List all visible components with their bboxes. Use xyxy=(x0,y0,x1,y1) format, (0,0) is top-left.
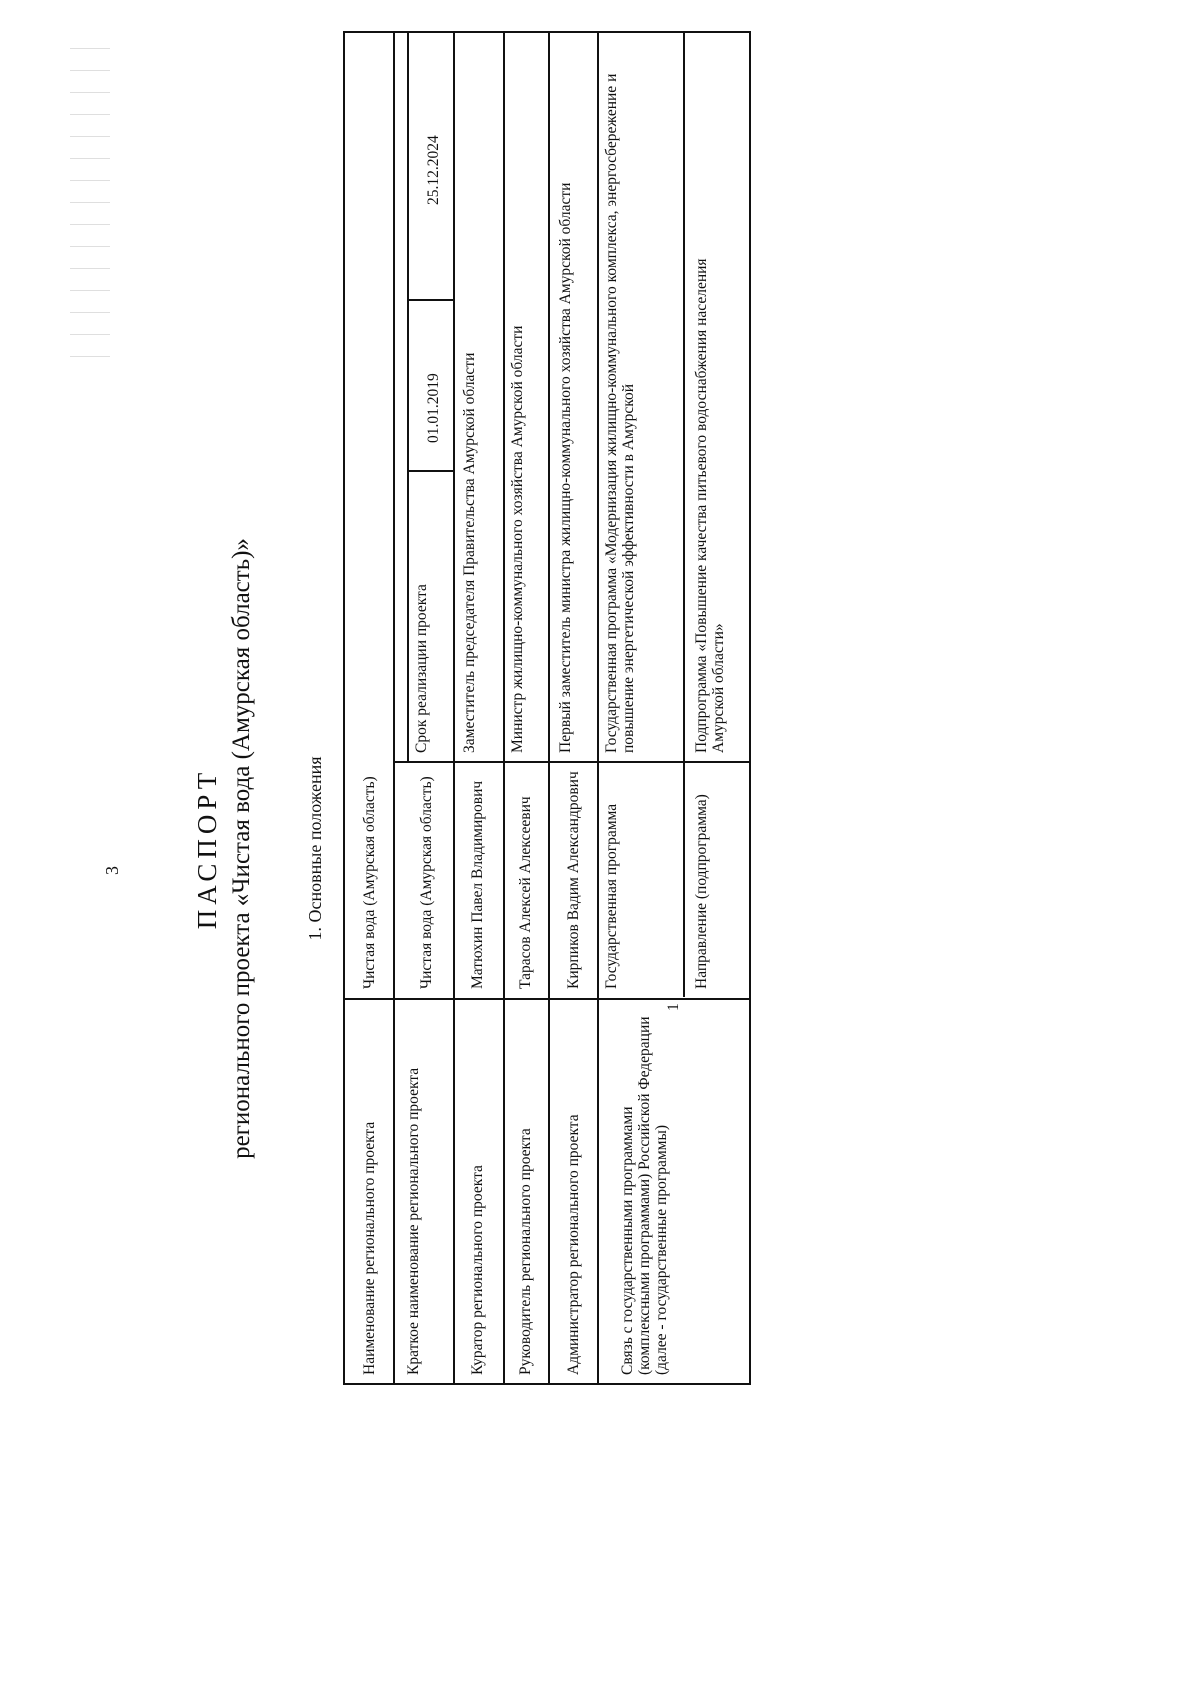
label-admin: Администратор регионального проекта xyxy=(565,1114,582,1375)
value-link-number: 1 xyxy=(665,1003,682,1011)
passport-table xyxy=(343,31,751,1385)
label-project-name: Наименование регионального проекта xyxy=(361,1121,378,1375)
label-link: Связь с государственными программами (комплексными программами) Российской Федерации (далее - государственные программы) xyxy=(619,1016,670,1375)
column-divider xyxy=(407,300,453,302)
row-divider xyxy=(393,33,395,1383)
label-state-program: Государственная программа xyxy=(603,803,620,989)
row-divider xyxy=(548,33,550,1383)
value-head-position: Министр жилищно-коммунального хозяйства Амурской области xyxy=(509,325,526,753)
label-short-name: Краткое наименование регионального проекта xyxy=(405,1067,422,1375)
document-subtitle: регионального проекта «Чистая вода (Амурская область)» xyxy=(228,538,255,1159)
label-head: Руководитель регионального проекта xyxy=(517,1128,534,1375)
row-divider xyxy=(453,33,455,1383)
label-curator: Куратор регионального проекта xyxy=(469,1165,486,1375)
page-number: 3 xyxy=(102,866,122,875)
label-period: Срок реализации проекта xyxy=(413,584,430,753)
document-title: ПАСПОРТ xyxy=(192,767,222,930)
value-admin-position: Первый заместитель министра жилищно-коммунального хозяйства Амурской области xyxy=(557,182,574,753)
column-divider xyxy=(393,762,749,764)
value-state-program: Государственная программа «Модернизация жилищно-коммунального комплекса, энергосбережение и повышение энергетической эффективности в Амурской xyxy=(603,73,637,753)
row-divider xyxy=(597,33,599,1383)
label-subprogram: Направление (подпрограмма) xyxy=(693,794,710,989)
value-admin-name: Кирпиков Вадим Александрович xyxy=(565,771,582,989)
value-curator-position: Заместитель председателя Правительства Амурской области xyxy=(461,352,478,753)
column-divider xyxy=(407,471,453,473)
section-title: 1. Основные положения xyxy=(305,756,325,941)
value-start-date: 01.01.2019 xyxy=(425,373,442,443)
value-project-name: Чистая вода (Амурская область) xyxy=(361,776,378,989)
scan-artifacts xyxy=(70,47,110,357)
row-divider xyxy=(683,33,685,997)
value-head-name: Тарасов Алексей Алексеевич xyxy=(517,796,534,989)
column-divider xyxy=(345,999,749,1001)
row-divider xyxy=(407,33,409,763)
value-short-name: Чистая вода (Амурская область) xyxy=(418,776,435,989)
value-subprogram: Подпрограмма «Повышение качества питьевого водоснабжения населения Амурской области» xyxy=(693,258,727,753)
row-divider xyxy=(503,33,505,1383)
value-curator-name: Матюхин Павел Владимирович xyxy=(469,780,486,989)
value-end-date: 25.12.2024 xyxy=(425,135,442,205)
